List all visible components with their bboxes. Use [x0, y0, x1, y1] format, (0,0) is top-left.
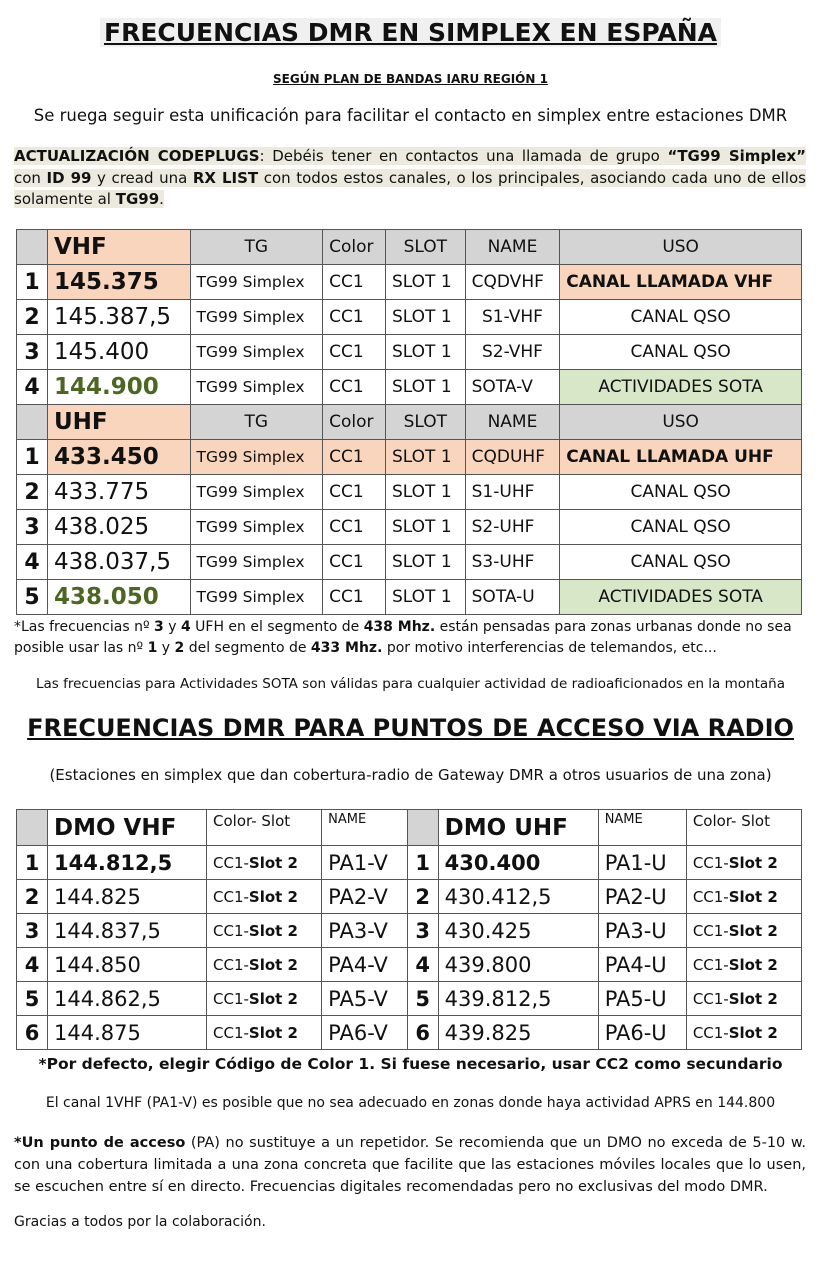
- tg-header: TG: [190, 405, 323, 440]
- uhf-header-row: [17, 405, 802, 440]
- name-header: NAME: [465, 405, 560, 440]
- frequency: 144.812,5: [48, 846, 207, 880]
- table-row: 5 144.862,5 CC1-Slot 2 PA5-V 5 439.812,5 PA5-U CC1-Slot 2: [17, 982, 802, 1016]
- tg-header: TG: [190, 230, 323, 265]
- usage: CANAL QSO: [560, 510, 802, 545]
- uso-header: USO: [560, 405, 802, 440]
- frequency: 439.812,5: [438, 982, 598, 1016]
- color-slot-header: Color- Slot: [686, 810, 801, 846]
- slot-header: SLOT: [386, 405, 466, 440]
- frequency-footnote: *Las frecuencias nº 3 y 4 UFH en el segmento de 438 Mhz. están pensadas para zonas urbanas donde no sea posible usar las nº 1 y 2 del segmento de 433 Mhz. por motivo interferencias de telemandos, etc...: [14, 619, 792, 656]
- frequency: 438.050: [48, 580, 191, 615]
- table-row: 3 145.400 TG99 Simplex CC1 SLOT 1 S2-VHF CANAL QSO: [17, 335, 802, 370]
- frequency: 144.900: [48, 370, 191, 405]
- frequency: 439.825: [438, 1016, 598, 1050]
- thanks-text: Gracias a todos por la colaboración.: [14, 1214, 266, 1230]
- frequency: 144.850: [48, 948, 207, 982]
- access-point-note: *Un punto de acceso (PA) no sustituye a un repetidor. Se recomienda que un DMO no exceda de 5-10 w. con una cobertura limitada a una zona concreta que facilite que las estaciones móviles locales que lo usen, se escuchen entre sí en directo. Frecuencias digitales recomendadas pero no exclusivas del modo DMR.: [14, 1135, 806, 1195]
- usage: ACTIVIDADES SOTA: [560, 370, 802, 405]
- table-row: 2 433.775 TG99 Simplex CC1 SLOT 1 S1-UHF CANAL QSO: [17, 475, 802, 510]
- name-header: NAME: [465, 230, 560, 265]
- frequency: 430.412,5: [438, 880, 598, 914]
- usage: CANAL QSO: [560, 335, 802, 370]
- table-row: 5 438.050 TG99 Simplex CC1 SLOT 1 SOTA-U ACTIVIDADES SOTA: [17, 580, 802, 615]
- table-row: 4 438.037,5 TG99 Simplex CC1 SLOT 1 S3-UHF CANAL QSO: [17, 545, 802, 580]
- uso-header: USO: [560, 230, 802, 265]
- frequency: 144.825: [48, 880, 207, 914]
- frequency: 430.425: [438, 914, 598, 948]
- name-header: NAME: [322, 810, 408, 846]
- page-subtitle: SEGÚN PLAN DE BANDAS IARU REGIÓN 1: [273, 72, 548, 86]
- color-header: Color: [323, 230, 386, 265]
- frequency: 145.375: [48, 265, 191, 300]
- usage: CANAL LLAMADA VHF: [560, 265, 802, 300]
- table-row: 1 144.812,5 CC1-Slot 2 PA1-V 1 430.400 PA1-U CC1-Slot 2: [17, 846, 802, 880]
- table-row: 3 438.025 TG99 Simplex CC1 SLOT 1 S2-UHF CANAL QSO: [17, 510, 802, 545]
- intro-text: Se ruega seguir esta unificación para facilitar el contacto en simplex entre estaciones DMR: [33, 106, 788, 125]
- usage: CANAL QSO: [560, 300, 802, 335]
- vhf-header-row: [17, 230, 802, 265]
- dmo-header-row: [17, 810, 802, 846]
- section-title: FRECUENCIAS DMR PARA PUNTOS DE ACCESO VIA RADIO: [27, 714, 794, 742]
- frequency: 144.875: [48, 1016, 207, 1050]
- frequency: 145.400: [48, 335, 191, 370]
- name-header: NAME: [598, 810, 686, 846]
- frequency: 430.400: [438, 846, 598, 880]
- table-row: 6 144.875 CC1-Slot 2 PA6-V 6 439.825 PA6-U CC1-Slot 2: [17, 1016, 802, 1050]
- page-title: FRECUENCIAS DMR EN SIMPLEX EN ESPAÑA: [0, 18, 821, 47]
- frequency: 144.837,5: [48, 914, 207, 948]
- usage: CANAL LLAMADA UHF: [560, 440, 802, 475]
- aprs-note: El canal 1VHF (PA1-V) es posible que no sea adecuado en zonas donde haya actividad APRS en 144.800: [45, 1095, 776, 1111]
- slot-header: SLOT: [386, 230, 466, 265]
- sota-note: Las frecuencias para Actividades SOTA son válidas para cualquier actividad de radioaficionados en la montaña: [36, 676, 785, 692]
- frequency: 439.800: [438, 948, 598, 982]
- uhf-band-header: UHF: [48, 405, 191, 440]
- dmo-vhf-header: DMO VHF: [48, 810, 207, 846]
- vhf-band-header: VHF: [48, 230, 191, 265]
- frequency: 144.862,5: [48, 982, 207, 1016]
- color-slot-header: Color- Slot: [207, 810, 322, 846]
- frequency: 433.775: [48, 475, 191, 510]
- usage: CANAL QSO: [560, 545, 802, 580]
- color-code-note: *Por defecto, elegir Código de Color 1. Si fuese necesario, usar CC2 como secundario: [38, 1055, 783, 1073]
- color-header: Color: [323, 405, 386, 440]
- frequency: 438.037,5: [48, 545, 191, 580]
- table-row: 1 145.375 TG99 Simplex CC1 SLOT 1 CQDVHF CANAL LLAMADA VHF: [17, 265, 802, 300]
- dmo-uhf-header: DMO UHF: [438, 810, 598, 846]
- table-row: 2 144.825 CC1-Slot 2 PA2-V 2 430.412,5 PA2-U CC1-Slot 2: [17, 880, 802, 914]
- frequency: 145.387,5: [48, 300, 191, 335]
- table-row: 3 144.837,5 CC1-Slot 2 PA3-V 3 430.425 PA3-U CC1-Slot 2: [17, 914, 802, 948]
- simplex-frequency-table: [16, 229, 802, 615]
- usage: CANAL QSO: [560, 475, 802, 510]
- table-row: 4 144.850 CC1-Slot 2 PA4-V 4 439.800 PA4-U CC1-Slot 2: [17, 948, 802, 982]
- table-row: 2 145.387,5 TG99 Simplex CC1 SLOT 1 S1-VHF CANAL QSO: [17, 300, 802, 335]
- usage: ACTIVIDADES SOTA: [560, 580, 802, 615]
- table-row: 4 144.900 TG99 Simplex CC1 SLOT 1 SOTA-V ACTIVIDADES SOTA: [17, 370, 802, 405]
- codeplug-update-note: ACTUALIZACIÓN CODEPLUGS: Debéis tener en contactos una llamada de grupo “TG99 Simplex” con ID 99 y cread una RX LIST con todos estos canales, o los principales, asociando cada uno de ellos solamente al TG99.: [14, 147, 806, 208]
- section-subtitle: (Estaciones en simplex que dan cobertura-radio de Gateway DMR a otros usuarios de una zona): [49, 766, 772, 784]
- frequency: 438.025: [48, 510, 191, 545]
- frequency: 433.450: [48, 440, 191, 475]
- table-row: 1 433.450 TG99 Simplex CC1 SLOT 1 CQDUHF CANAL LLAMADA UHF: [17, 440, 802, 475]
- dmo-frequency-table: [16, 809, 802, 1050]
